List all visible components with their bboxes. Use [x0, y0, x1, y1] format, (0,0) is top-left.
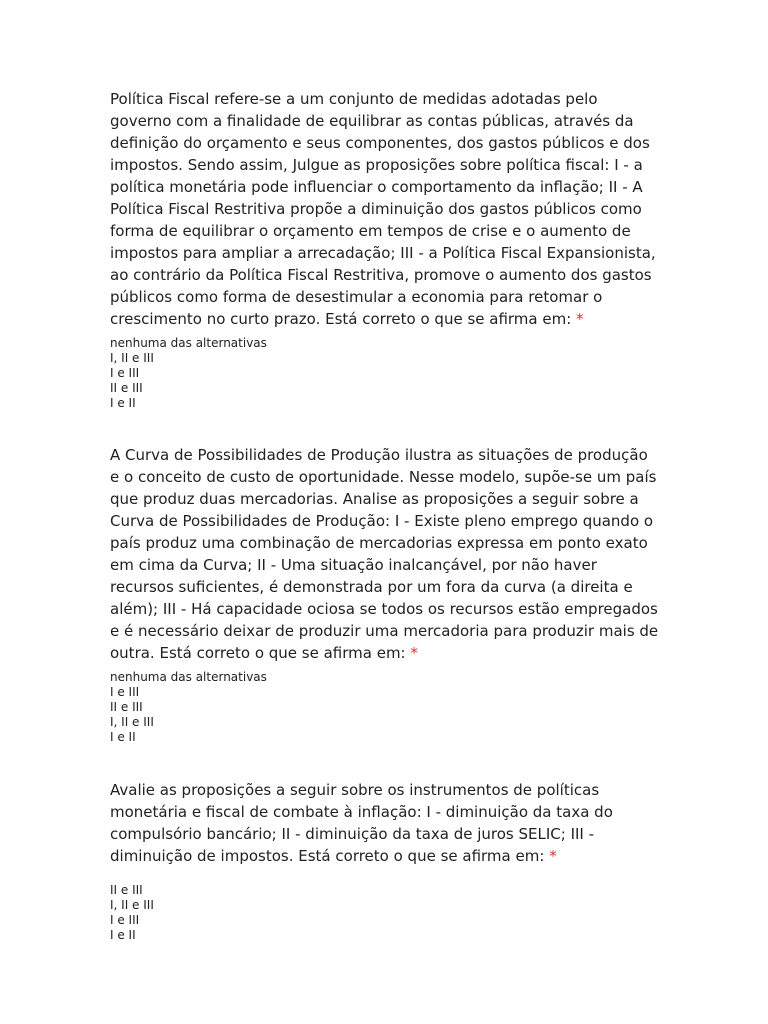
question-2-options — [110, 670, 660, 745]
option-item[interactable]: II e III — [110, 700, 143, 714]
option-item[interactable]: I e II — [110, 396, 136, 410]
option-item[interactable]: I, II e III — [110, 351, 154, 365]
question-3 — [110, 779, 660, 943]
question-1 — [110, 88, 660, 411]
question-3-prompt: Avalie as proposições a seguir sobre os instrumentos de políticas monetária e fiscal de combate à inflação: I - diminuição da taxa do compulsório bancário; II - diminuição da taxa de juros SELIC; III - diminuição de impostos. Está correto o que se afirma em: — [110, 781, 613, 865]
option-item[interactable]: I e II — [110, 730, 136, 744]
option-item[interactable]: I e III — [110, 366, 140, 380]
option-item[interactable]: nenhuma das alternativas — [110, 336, 267, 350]
option-item[interactable]: I e III — [110, 913, 140, 927]
question-1-options — [110, 336, 660, 411]
option-item[interactable]: I, II e III — [110, 715, 154, 729]
option-item[interactable]: II e III — [110, 883, 143, 897]
required-asterisk: * — [576, 310, 584, 328]
question-2-text — [110, 444, 660, 664]
required-asterisk: * — [410, 644, 418, 662]
question-3-options — [110, 883, 660, 943]
option-item[interactable]: I e II — [110, 928, 136, 942]
option-item[interactable]: II e III — [110, 381, 143, 395]
question-1-text — [110, 88, 660, 330]
option-item[interactable]: I, II e III — [110, 898, 154, 912]
required-asterisk: * — [549, 847, 557, 865]
question-2-prompt: A Curva de Possibilidades de Produção ilustra as situações de produção e o conceito de custo de oportunidade. Nesse modelo, supõe-se um país que produz duas mercadorias. Analise as proposições a seguir sobre a Curva de Possibilidades de Produção: I - Existe pleno emprego quando o país produz uma combinação de mercadorias expressa em ponto exato em cima da Curva; II - Uma situação inalcançável, por não haver recursos suficientes, é demonstrada por um fora da curva (a direita e além); III - Há capacidade ociosa se todos os recursos estão empregados e é necessário deixar de produzir uma mercadoria para produzir mais de outra. Está correto o que se afirma em: — [110, 446, 659, 662]
question-2 — [110, 444, 660, 745]
question-3-text — [110, 779, 660, 867]
question-1-prompt: Política Fiscal refere-se a um conjunto de medidas adotadas pelo governo com a finalidade de equilibrar as contas públicas, através da definição do orçamento e seus componentes, dos gastos públicos e dos impostos. Sendo assim, Julgue as proposições sobre política fiscal: I - a política monetária pode influenciar o comportamento da inflação; II - A Política Fiscal Restritiva propõe a diminuição dos gastos públicos como forma de equilibrar o orçamento em tempos de crise e o aumento de impostos para ampliar a arrecadação; III - a Política Fiscal Expansionista, ao contrário da Política Fiscal Restritiva, promove o aumento dos gastos públicos como forma de desestimular a economia para retomar o crescimento no curto prazo. Está correto o que se afirma em: — [110, 90, 656, 328]
option-item[interactable]: nenhuma das alternativas — [110, 670, 267, 684]
option-item[interactable]: I e III — [110, 685, 140, 699]
